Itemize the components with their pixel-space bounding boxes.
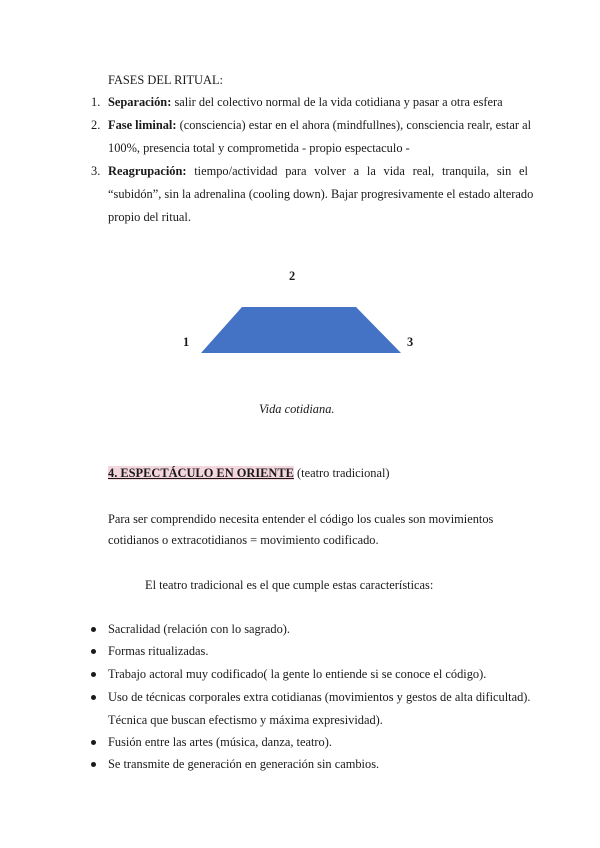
bullet-item-3: Trabajo actoral muy codificado( la gente lo entiende si se conoce el código). xyxy=(108,667,487,681)
trapezoid-diagram xyxy=(200,306,402,354)
diagram-label-left: 1 xyxy=(183,335,190,349)
bullet-icon xyxy=(91,695,96,700)
ritual-item-3-line-1: tiempo/actividad para volver a la vida real, tranquila, sin el xyxy=(194,164,528,178)
bullet-icon xyxy=(91,649,96,654)
bullet-item-4-line-2: Técnica que buscan efectismo y máxima expresividad). xyxy=(108,713,383,727)
section4-paragraph-line-1: Para ser comprendido necesita entender el código los cuales son movimientos xyxy=(108,512,494,526)
ritual-item-2-line-2: 100%, presencia total y comprometida - propio espectaculo - xyxy=(108,141,410,155)
ritual-item-3-line-2: “subidón”, sin la adrenalina (cooling down). Bajar progresivamente el estado alterado xyxy=(108,187,534,201)
ritual-item-2 xyxy=(108,117,532,133)
section4-intro: El teatro tradicional es el que cumple estas características: xyxy=(145,578,434,592)
bullet-icon xyxy=(91,762,96,767)
section4-heading xyxy=(108,465,390,481)
ritual-item-2-line-1: (consciencia) estar en el ahora (mindfullnes), consciencia realr, estar al xyxy=(179,118,532,132)
diagram-caption: Vida cotidiana. xyxy=(259,402,335,416)
bullet-item-2: Formas ritualizadas. xyxy=(108,644,209,658)
ritual-heading: FASES DEL RITUAL: xyxy=(108,73,223,87)
ritual-item-3-line-3: propio del ritual. xyxy=(108,210,191,224)
ritual-item-number-1: 1. xyxy=(91,95,101,109)
ritual-item-1-line-1: salir del colectivo normal de la vida cotidiana y pasar a otra esfera xyxy=(174,95,503,109)
diagram-label-top: 2 xyxy=(289,269,296,283)
trapezoid-shape xyxy=(201,307,401,353)
bullet-icon xyxy=(91,740,96,745)
bullet-icon xyxy=(91,672,96,677)
ritual-item-number-2: 2. xyxy=(91,118,101,132)
bullet-item-5: Fusión entre las artes (música, danza, teatro). xyxy=(108,735,332,749)
ritual-item-term-1: Separación: xyxy=(108,95,172,109)
diagram-label-right: 3 xyxy=(407,335,414,349)
section4-title: 4. ESPECTÁCULO EN ORIENTE xyxy=(108,466,294,480)
ritual-item-term-3: Reagrupación: xyxy=(108,164,187,178)
bullet-item-1: Sacralidad (relación con lo sagrado). xyxy=(108,622,290,636)
ritual-item-number-3: 3. xyxy=(91,164,101,178)
bullet-item-6: Se transmite de generación en generación sin cambios. xyxy=(108,757,380,771)
bullet-icon xyxy=(91,627,96,632)
ritual-item-term-2: Fase liminal: xyxy=(108,118,177,132)
bullet-item-4-line-1: Uso de técnicas corporales extra cotidianas (movimientos y gestos de alta dificultad). xyxy=(108,690,531,704)
ritual-item-1 xyxy=(108,94,503,110)
ritual-item-3 xyxy=(108,163,528,179)
section4-subtitle: (teatro tradicional) xyxy=(297,466,390,480)
section4-paragraph-line-2: cotidianos o extracotidianos = movimiento codificado. xyxy=(108,533,379,547)
